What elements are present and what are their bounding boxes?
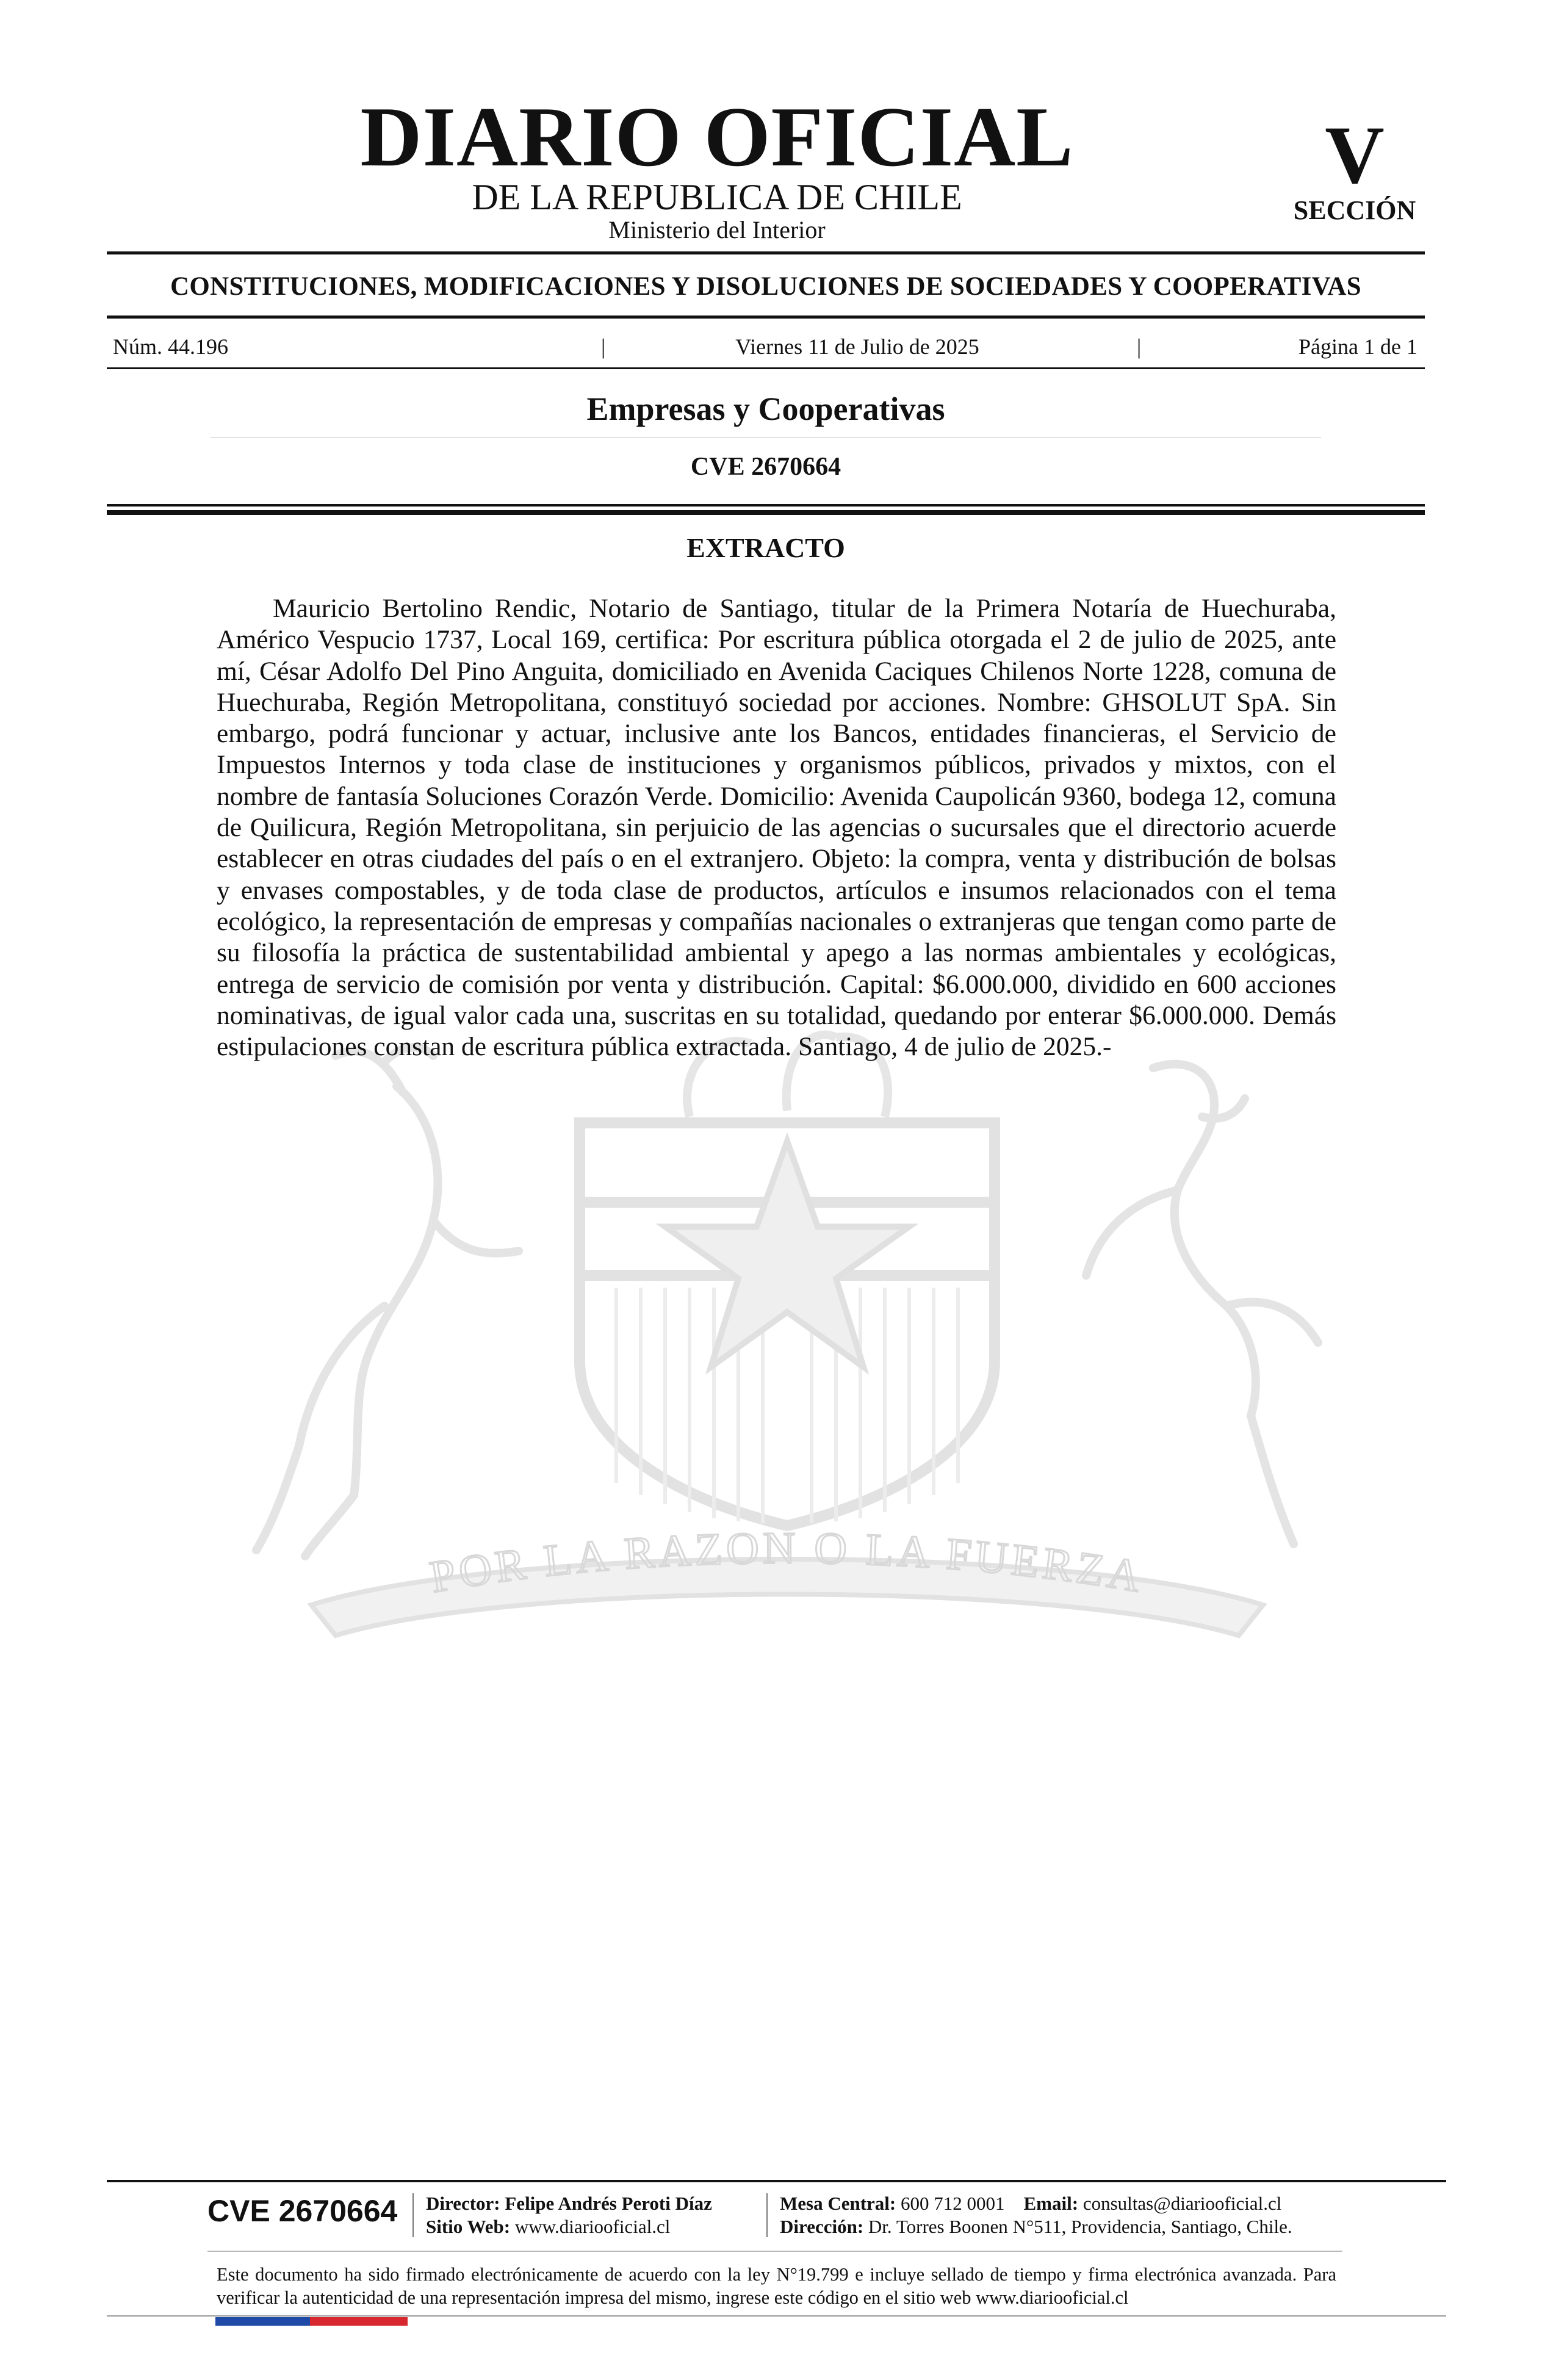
issue-date: Viernes 11 de Julio de 2025 <box>735 334 979 359</box>
email-link[interactable]: consultas@diariooficial.cl <box>1082 2193 1282 2214</box>
ministry-line: Ministerio del Interior <box>608 216 826 243</box>
issue-info-row <box>107 330 1425 364</box>
footer-bottom-rule <box>107 2315 1446 2317</box>
document-body: Mauricio Bertolino Rendic, Notario de Santiago, titular de la Primera Notaría de Huechuraba, Américo Vespucio 1737, Local 169, certifica: Por escritura pública otorgada el 2 de julio de 2025, ante mí, César Adolfo Del Pino Anguita, domiciliado en Avenida Caciques Chilenos Norte 1228, comuna de Huechuraba, Región Metropolitana, constituyó sociedad por acciones. Nombre: GHSOLUT SpA. Sin embargo, podrá funcionar y actuar, inclusive ante los Bancos, entidades financieras, el Servicio de Impuestos Internos y toda clase de instituciones y organismos públicos, privados y mixtos, con el nombre de fantasía Soluciones Corazón Verde. Domicilio: Avenida Caupolicán 9360, bodega 12, comuna de Quilicura, Región Metropolitana, sin perjuicio de las agencias o sucursales que el directorio acuerde establecer en otras ciudades del país o en el extranjero. Objeto: la compra, venta y distribución de bolsas y envases compostables, y de toda clase de productos, artículos e insumos relacionados con el tema ecológico, la representación de empresas y compañías nacionales o extranjeras que tengan como parte de su filosofía la práctica de sustentabilidad ambiental y apego a las normas ambientales y ecológicas, entrega de servicio de comisión por venta y distribución. Capital: $6.000.000, dividido en 600 acciones nominativas, de igual valor cada una, suscritas en su totalidad, quedando por enterar $6.000.000. Demás estipulaciones constan de escritura pública extractada. Santiago, 4 de julio de 2025.- <box>217 594 1336 1062</box>
issue-separator: | <box>601 334 606 359</box>
issue-rule <box>107 367 1425 369</box>
footer-contact-right <box>780 2192 1292 2238</box>
watermark-motto: POR LA RAZON O LA FUERZA <box>426 1523 1148 1603</box>
masthead <box>107 92 1425 244</box>
section-letter: V <box>1325 110 1385 201</box>
masthead-rule <box>107 251 1425 254</box>
coat-of-arms-watermark <box>201 1019 1373 1660</box>
issue-page: Página 1 de 1 <box>1298 334 1417 359</box>
website-link[interactable]: www.diariooficial.cl <box>514 2216 671 2237</box>
address-label: Dirección: <box>780 2216 864 2237</box>
website-label: Sitio Web: <box>426 2216 511 2237</box>
footer-separator <box>412 2193 414 2237</box>
footer-contact-left <box>426 2192 712 2238</box>
phone-label: Mesa Central: <box>780 2193 896 2214</box>
email-label: Email: <box>1023 2193 1079 2214</box>
section-mark <box>1284 110 1425 226</box>
footer-legal-notice: Este documento ha sido firmado electrónicamente de acuerdo con la ley N°19.799 e incluye sellado de tiempo y firma electrónica avanzada. Para verificar la autenticidad de una representación impresa del mismo, ingrese este código en el sitio web www.diariooficial.cl <box>217 2264 1336 2308</box>
double-rule-top <box>107 504 1425 507</box>
double-rule-bottom <box>107 510 1425 515</box>
banner-rule <box>107 316 1425 319</box>
footer-divider <box>207 2251 1342 2252</box>
cve-code: CVE 2670664 <box>690 453 841 481</box>
newspaper-subtitle: DE LA REPUBLICA DE CHILE <box>472 177 962 217</box>
director-label: Director: <box>426 2193 500 2214</box>
issue-number: Núm. 44.196 <box>113 334 228 359</box>
section-word: SECCIÓN <box>1293 195 1416 225</box>
address-text: Dr. Torres Boonen N°511, Providencia, Santiago, Chile. <box>868 2216 1292 2237</box>
footer-rule <box>107 2180 1446 2182</box>
flag-stripe-blue <box>215 2317 310 2326</box>
document-title: EXTRACTO <box>686 532 845 563</box>
category-divider <box>211 437 1321 438</box>
director-name: Felipe Andrés Peroti Díaz <box>505 2193 712 2214</box>
footer-separator <box>766 2193 768 2237</box>
section-banner: CONSTITUCIONES, MODIFICACIONES Y DISOLUCIONES DE SOCIEDADES Y COOPERATIVAS <box>170 272 1361 301</box>
flag-stripe-red <box>310 2317 408 2326</box>
phone-number: 600 712 0001 <box>901 2193 1005 2214</box>
newspaper-title: DIARIO OFICIAL <box>360 90 1074 184</box>
category-heading: Empresas y Cooperativas <box>586 391 945 427</box>
issue-separator: | <box>1137 334 1142 359</box>
footer-cve-code: CVE 2670664 <box>207 2194 398 2228</box>
